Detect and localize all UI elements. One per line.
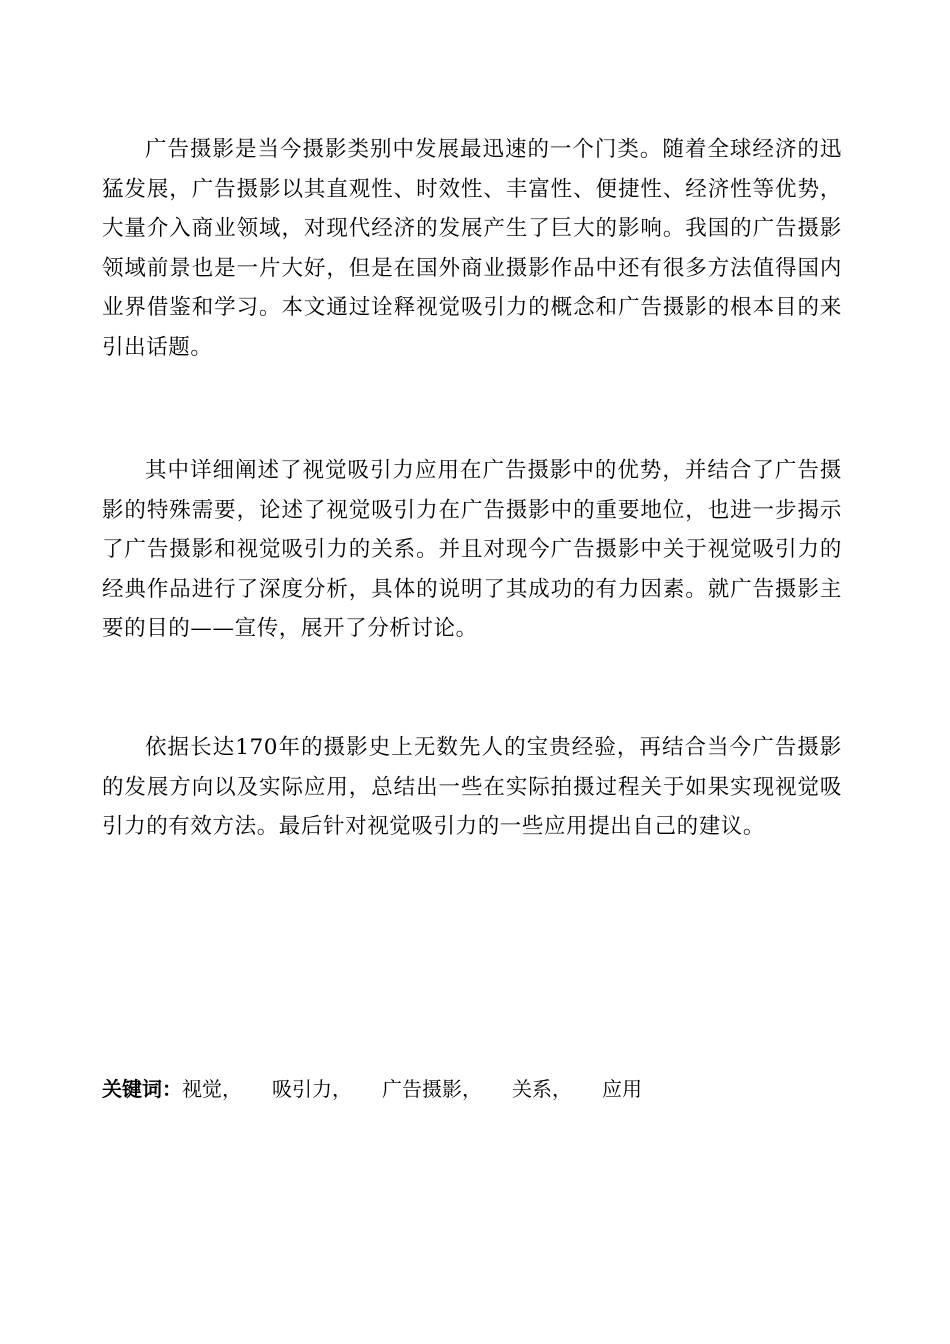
keywords-label: 关键词：	[102, 1077, 182, 1101]
abstract-paragraph-1: 广告摄影是当今摄影类别中发展最迅速的一个门类。随着全球经济的迅猛发展，广告摄影以其直观性、时效性、丰富性、便捷性、经济性等优势，大量介入商业领域，对现代经济的发展产生了巨大的影响。我国的广告摄影领域前景也是一片大好，但是在国外商业摄影作品中还有很多方法值得国内业界借鉴和学习。本文通过诠释视觉吸引力的概念和广告摄影的根本目的来引出话题。	[102, 137, 842, 360]
keyword-item: 吸引力，	[272, 1077, 352, 1101]
abstract-paragraph-3: 依据长达170年的摄影史上无数先人的宝贵经验，再结合当今广告摄影的发展方向以及实际应用，总结出一些在实际拍摄过程关于如果实现视觉吸引力的有效方法。最后针对视觉吸引力的一些应用提出自己的建议。	[102, 735, 842, 840]
keywords-line	[102, 1073, 642, 1105]
keyword-item: 应用	[602, 1077, 642, 1101]
keyword-item: 关系，	[512, 1077, 572, 1101]
keyword-item: 广告摄影，	[382, 1077, 482, 1101]
keyword-item: 视觉，	[182, 1077, 242, 1101]
abstract-paragraph-2: 其中详细阐述了视觉吸引力应用在广告摄影中的优势，并结合了广告摄影的特殊需要，论述了视觉吸引力在广告摄影中的重要地位，也进一步揭示了广告摄影和视觉吸引力的关系。并且对现今广告摄影中关于视觉吸引力的经典作品进行了深度分析，具体的说明了其成功的有力因素。就广告摄影主要的目的——宣传，展开了分析讨论。	[102, 458, 842, 642]
